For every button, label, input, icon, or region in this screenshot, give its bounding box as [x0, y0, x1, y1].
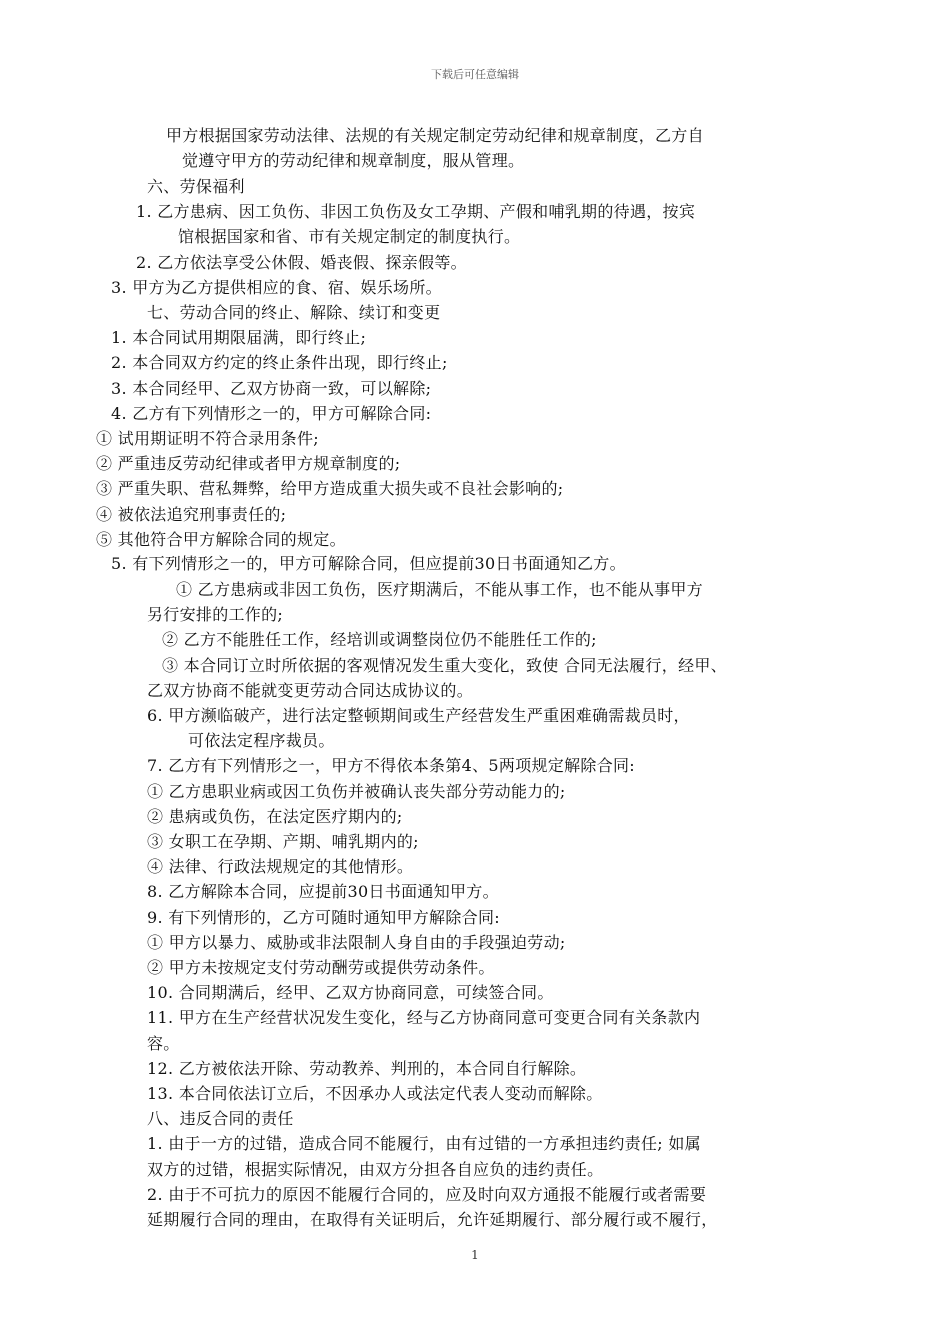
text-line: ② 患病或负伤，在法定医疗期内的; — [147, 807, 403, 826]
text-line: 4. 乙方有下列情形之一的，甲方可解除合同: — [111, 404, 432, 423]
text-line: 觉遵守甲方的劳动纪律和规章制度，服从管理。 — [182, 151, 525, 170]
text-line: 1. 本合同试用期限届满，即行终止; — [111, 328, 367, 347]
text-line: 12. 乙方被依法开除、劳动教养、判刑的，本合同自行解除。 — [147, 1059, 587, 1078]
text-line: 11. 甲方在生产经营状况发生变化，经与乙方协商同意可变更合同有关条款内 — [147, 1008, 701, 1027]
text-line: 7. 乙方有下列情形之一，甲方不得依本条第4、5两项规定解除合同: — [147, 756, 636, 775]
text-line: 9. 有下列情形的，乙方可随时通知甲方解除合同: — [147, 908, 500, 927]
text-line: 容。 — [147, 1034, 180, 1053]
text-line: ② 甲方未按规定支付劳动酬劳或提供劳动条件。 — [147, 958, 495, 977]
text-line: ② 乙方不能胜任工作，经培训或调整岗位仍不能胜任工作的; — [162, 630, 597, 649]
text-line: 延期履行合同的理由，在取得有关证明后，允许延期履行、部分履行或不履行， — [147, 1210, 718, 1229]
section-heading: 八、违反合同的责任 — [147, 1109, 294, 1128]
text-line: ① 乙方患职业病或因工负伤并被确认丧失部分劳动能力的; — [147, 782, 566, 801]
text-line: 3. 甲方为乙方提供相应的食、宿、娱乐场所。 — [111, 278, 442, 297]
text-line: 馆根据国家和省、市有关规定制定的制度执行。 — [178, 227, 521, 246]
text-line: 6. 甲方濒临破产，进行法定整顿期间或生产经营发生严重困难确需裁员时， — [147, 706, 690, 725]
text-line: 10. 合同期满后，经甲、乙双方协商同意，可续签合同。 — [147, 983, 554, 1002]
text-line: ② 严重违反劳动纪律或者甲方规章制度的; — [96, 454, 401, 473]
text-line: 双方的过错，根据实际情况，由双方分担各自应负的违约责任。 — [147, 1160, 604, 1179]
text-line: ③ 女职工在孕期、产期、哺乳期内的; — [147, 832, 419, 851]
text-line: 甲方根据国家劳动法律、法规的有关规定制定劳动纪律和规章制度，乙方自 — [166, 126, 704, 145]
text-line: 8. 乙方解除本合同，应提前30日书面通知甲方。 — [147, 882, 499, 901]
text-line: 13. 本合同依法订立后，不因承办人或法定代表人变动而解除。 — [147, 1084, 603, 1103]
text-line: 可依法定程序裁员。 — [188, 731, 335, 750]
text-line: ④ 被依法追究刑事责任的; — [96, 505, 287, 524]
page-header: 下载后可任意编辑 — [431, 68, 519, 81]
text-line: 2. 乙方依法享受公休假、婚丧假、探亲假等。 — [136, 253, 467, 272]
text-line: 2. 本合同双方约定的终止条件出现，即行终止; — [111, 353, 448, 372]
text-line: ① 试用期证明不符合录用条件; — [96, 429, 319, 448]
text-line: ③ 严重失职、营私舞弊，给甲方造成重大损失或不良社会影响的; — [96, 479, 564, 498]
text-line: ① 甲方以暴力、威胁或非法限制人身自由的手段强迫劳动; — [147, 933, 566, 952]
text-line: 1. 由于一方的过错，造成合同不能履行，由有过错的一方承担违约责任; 如属 — [147, 1134, 701, 1153]
page-number: 1 — [471, 1248, 479, 1262]
text-line: 1. 乙方患病、因工负伤、非因工负伤及女工孕期、产假和哺乳期的待遇，按宾 — [136, 202, 696, 221]
text-line: ③ 本合同订立时所依据的客观情况发生重大变化，致使 合同无法履行，经甲、 — [162, 656, 727, 675]
text-line: 5. 有下列情形之一的，甲方可解除合同，但应提前30日书面通知乙方。 — [111, 554, 626, 573]
text-line: ④ 法律、行政法规规定的其他情形。 — [147, 857, 414, 876]
text-line: 3. 本合同经甲、乙双方协商一致，可以解除; — [111, 379, 432, 398]
text-line: ① 乙方患病或非因工负伤，医疗期满后，不能从事工作，也不能从事甲方 — [176, 580, 703, 599]
section-heading: 六、劳保福利 — [147, 177, 245, 196]
text-line: 2. 由于不可抗力的原因不能履行合同的，应及时向双方通报不能履行或者需要 — [147, 1185, 707, 1204]
text-line: 乙双方协商不能就变更劳动合同达成协议的。 — [147, 681, 474, 700]
text-line: ⑤ 其他符合甲方解除合同的规定。 — [96, 530, 346, 549]
section-heading: 七、劳动合同的终止、解除、续订和变更 — [147, 303, 441, 322]
text-line: 另行安排的工作的; — [147, 605, 284, 624]
